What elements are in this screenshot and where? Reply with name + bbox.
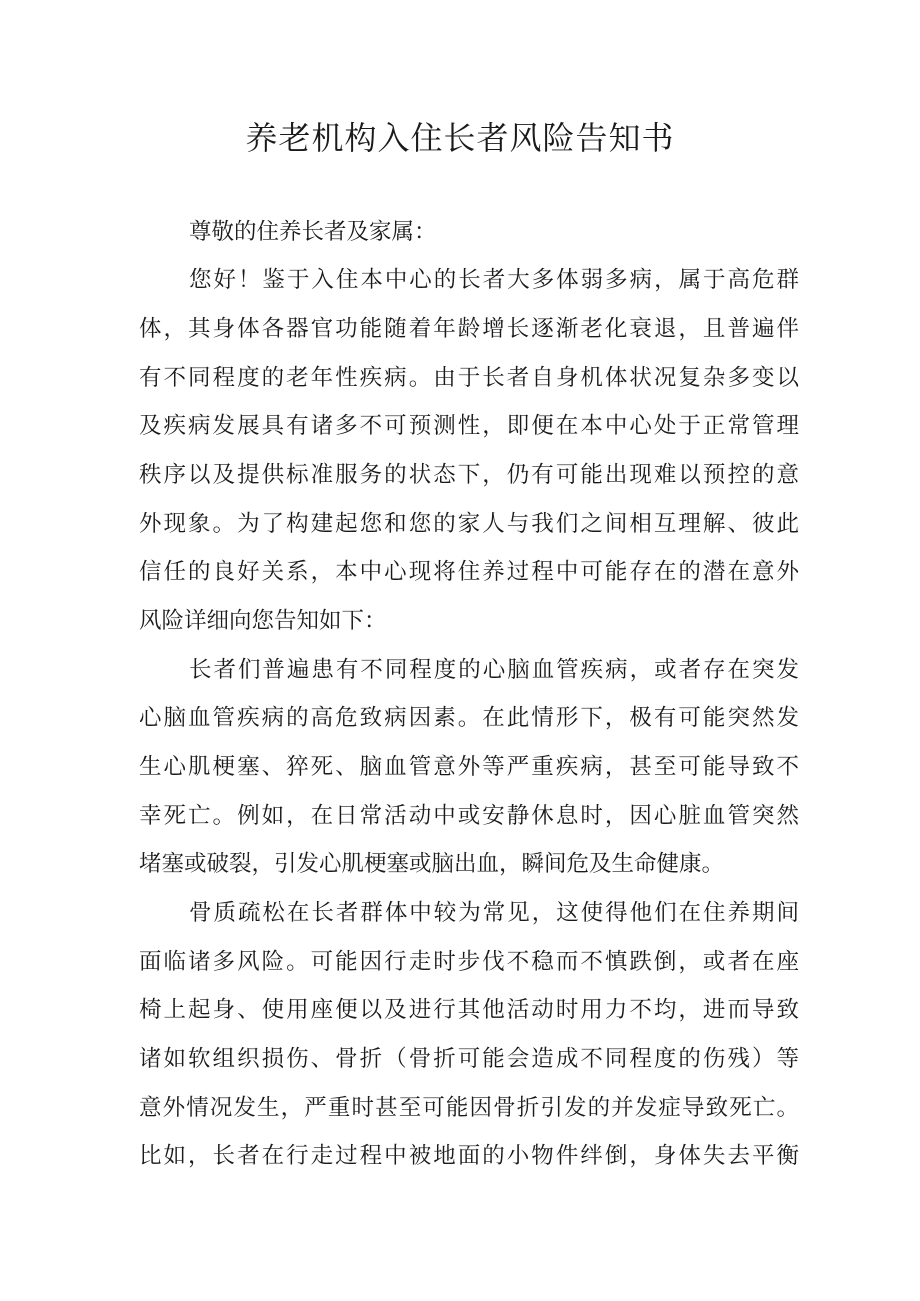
paragraph-3-line: 骨质疏松在长者群体中较为常见，这使得他们在住养期间	[189, 900, 799, 926]
paragraph-2-line: 生心肌梗塞、猝死、脑血管意外等严重疾病，甚至可能导致不	[139, 754, 799, 780]
paragraph-2-line: 堵塞或破裂，引发心肌梗塞或脑出血，瞬间危及生命健康。	[139, 851, 725, 877]
salutation: 尊敬的住养长者及家属：	[189, 219, 437, 245]
paragraph-2-line: 幸死亡。例如，在日常活动中或安静休息时，因心脏血管突然	[139, 803, 799, 829]
paragraph-3-line: 诸如软组织损伤、骨折（骨折可能会造成不同程度的伤残）等	[139, 1046, 799, 1072]
paragraph-3-line: 意外情况发生，严重时甚至可能因骨折引发的并发症导致死亡。	[139, 1095, 799, 1121]
paragraph-1-line: 您好！鉴于入住本中心的长者大多体弱多病，属于高危群	[189, 267, 799, 293]
paragraph-1-line: 有不同程度的老年性疾病。由于长者自身机体状况复杂多变以	[139, 365, 799, 391]
paragraph-1-line: 外现象。为了构建起您和您的家人与我们之间相互理解、彼此	[139, 511, 799, 537]
paragraph-1-line: 及疾病发展具有诸多不可预测性，即便在本中心处于正常管理	[139, 413, 799, 439]
document-title: 养老机构入住长者风险告知书	[245, 119, 675, 157]
paragraph-3-line: 椅上起身、使用座便以及进行其他活动时用力不均，进而导致	[139, 997, 799, 1023]
paragraph-1-line: 风险详细向您告知如下：	[139, 608, 387, 634]
paragraph-3-line: 面临诸多风险。可能因行走时步伐不稳而不慎跌倒，或者在座	[139, 949, 799, 975]
paragraph-1-line: 信任的良好关系，本中心现将住养过程中可能存在的潜在意外	[139, 559, 799, 585]
paragraph-1-line: 秩序以及提供标准服务的状态下，仍有可能出现难以预控的意	[139, 462, 799, 488]
paragraph-2-line: 长者们普遍患有不同程度的心脑血管疾病，或者存在突发	[189, 657, 799, 683]
paragraph-2-line: 心脑血管疾病的高危致病因素。在此情形下，极有可能突然发	[139, 705, 799, 731]
paragraph-3-line: 比如，长者在行走过程中被地面的小物件绊倒，身体失去平衡	[139, 1143, 799, 1169]
paragraph-1-line: 体，其身体各器官功能随着年龄增长逐渐老化衰退，且普遍伴	[139, 316, 799, 342]
